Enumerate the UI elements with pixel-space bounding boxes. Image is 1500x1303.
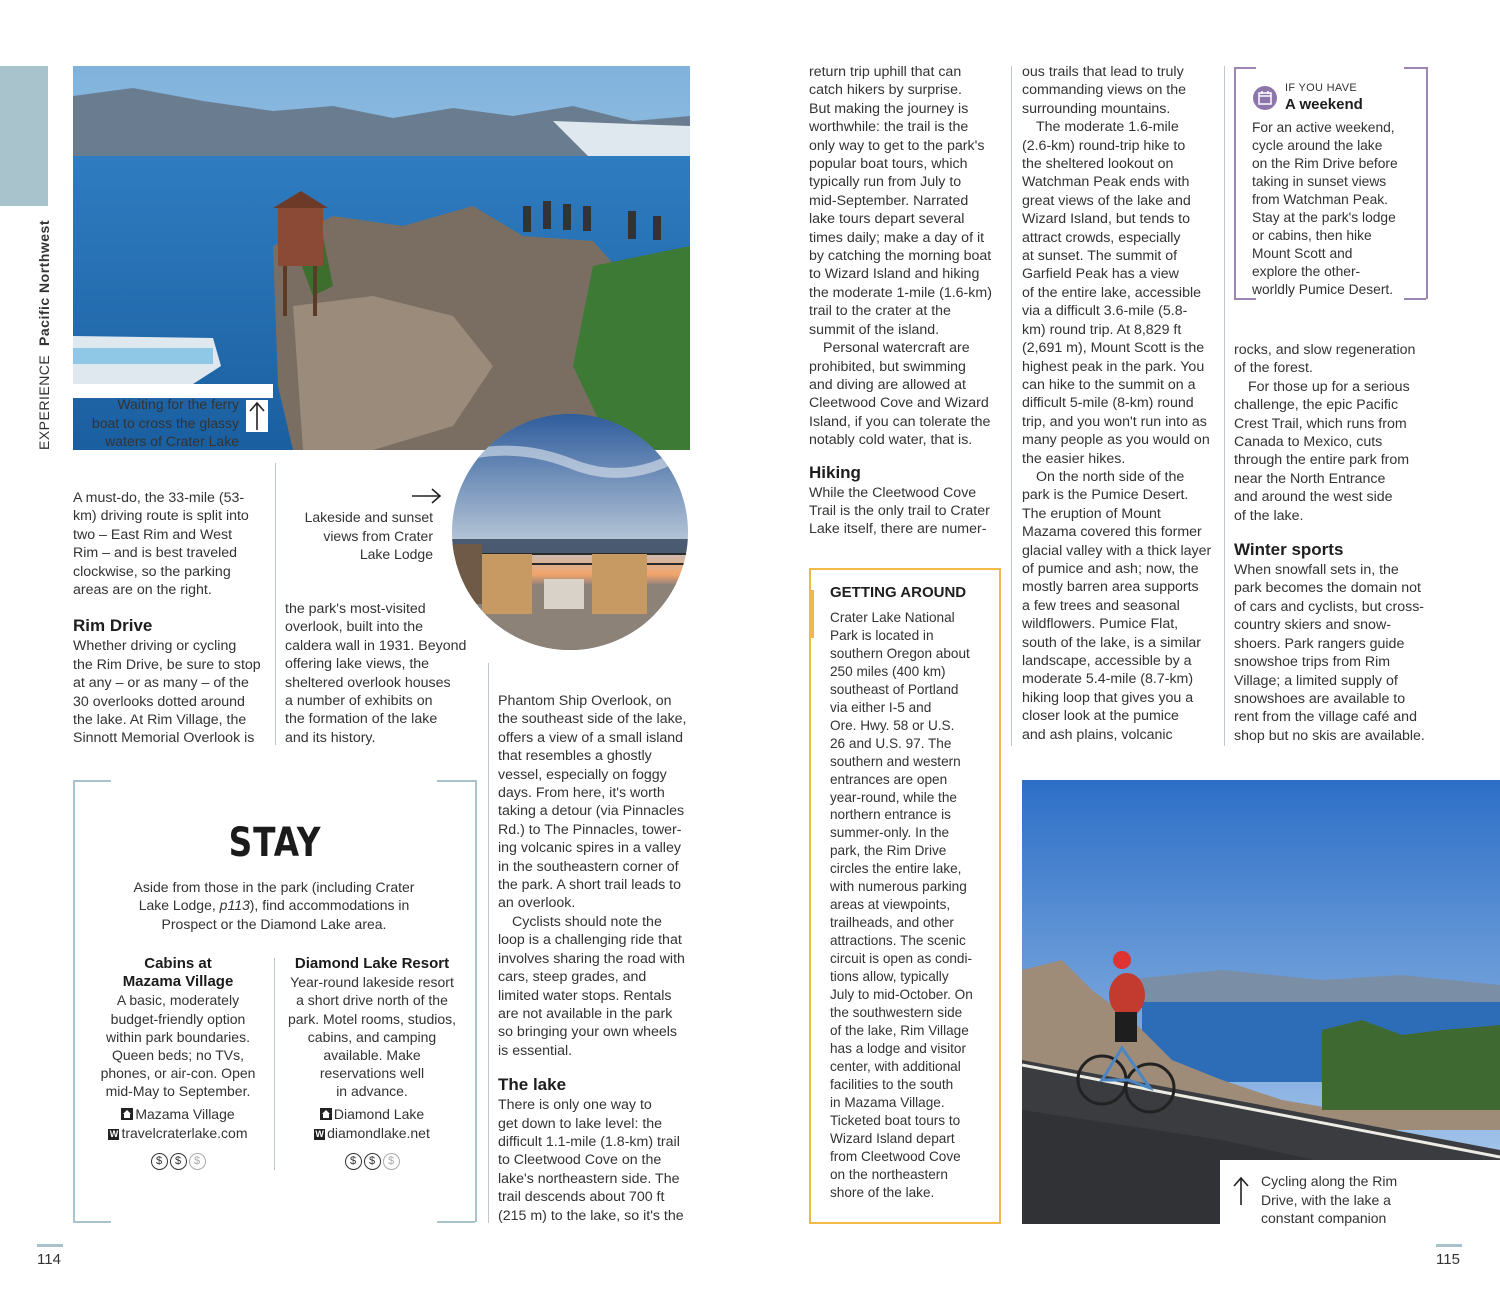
text-line: Village; a limited supply of <box>1234 672 1398 689</box>
calendar-icon <box>1252 85 1278 116</box>
text-line: attract crowds, especially <box>1022 229 1181 246</box>
text-line: the southeast side of the lake, <box>498 711 687 728</box>
text-line: and diving are allowed at <box>809 376 966 393</box>
caption-line: constant companion <box>1261 1210 1387 1226</box>
text-line: Ore. Hwy. 58 or U.S. <box>830 717 955 733</box>
text-line: a few trees and seasonal <box>1022 597 1180 614</box>
stay-intro-line <box>90 878 458 896</box>
text-line: glacial valley with a thick layer <box>1022 542 1212 559</box>
text-line: available. Make <box>323 1047 421 1064</box>
text-line: involves sharing the road with <box>498 950 685 967</box>
arrow-right-icon <box>410 486 442 511</box>
text-line: snowshoes are available to <box>1234 690 1406 707</box>
weekend-text <box>1252 119 1422 299</box>
text-line: southeast of Portland <box>830 681 959 697</box>
winter-sports-heading: Winter sports <box>1234 540 1344 560</box>
text-line: areas are on the right. <box>73 582 212 599</box>
text-line: shore of the lake. <box>830 1184 935 1200</box>
caption-line: Cycling along the Rim <box>1261 1173 1398 1189</box>
text-line: of pumice and ash; now, the <box>1022 560 1199 577</box>
text-line: 26 and U.S. 97. The <box>830 735 952 751</box>
listing-website[interactable] <box>282 1124 462 1142</box>
getting-around-title: GETTING AROUND <box>830 584 967 601</box>
text-line: 250 miles (400 km) <box>830 663 946 679</box>
text-line: only way to get to the park's <box>809 137 985 154</box>
text-line: circuit is open as condi- <box>830 951 973 967</box>
text-line: to Wizard Island and hiking <box>809 266 980 283</box>
text-line: of the forest. <box>1234 360 1313 377</box>
listing-name: Diamond Lake Resort <box>294 955 450 972</box>
text-line: Personal watercraft are <box>823 340 970 357</box>
text-line: summer-only. In the <box>830 825 950 841</box>
text-line: worthwhile: the trail is the <box>809 119 969 136</box>
text-line: in advance. <box>336 1083 408 1100</box>
text-line: the park's most-visited <box>285 601 426 617</box>
section-tab <box>0 66 48 206</box>
text-line: country skiers and snow- <box>1234 617 1391 634</box>
column-divider <box>1224 66 1225 746</box>
text-line: phones, or air-con. Open <box>100 1065 256 1082</box>
listing-name-line: Mazama Village <box>122 973 234 991</box>
text-line: taking a detour (via Pinnacles <box>498 803 685 820</box>
text-line: the easier hikes. <box>1022 450 1126 467</box>
text-line: the park. A short trail leads to <box>498 877 681 894</box>
text-line: entrances are open <box>830 771 948 787</box>
listing-website[interactable] <box>92 1124 264 1142</box>
text-line: on the Rim Drive before <box>1252 156 1398 171</box>
stay-intro-line <box>90 915 458 933</box>
text-line: south of the lake, is a similar <box>1022 634 1201 651</box>
text-line: areas at viewpoints, <box>830 897 951 913</box>
price-rating <box>92 1150 264 1170</box>
text-line: Wizard Island depart <box>830 1130 955 1146</box>
region-name: Pacific Northwest <box>36 219 52 346</box>
text-line: near the North Entrance <box>1234 470 1386 487</box>
text-line: the southwestern side <box>830 1004 963 1020</box>
text-line: Ticketed boat tours to <box>830 1112 961 1128</box>
price-icon: $ <box>364 1153 381 1170</box>
text-line: trip, and you won't run into as <box>1022 413 1207 430</box>
text-line: through the entire park from <box>1234 452 1410 469</box>
text-line: Canada to Mexico, cuts <box>1234 434 1383 451</box>
caption-line: Lakeside and sunset <box>304 509 433 525</box>
text: ), find accommodations in <box>249 897 410 914</box>
text-line: has a lodge and visitor <box>830 1040 967 1056</box>
text-line: Crater Lake National <box>830 610 955 625</box>
text-line: facilities to the south <box>830 1076 954 1092</box>
web-icon: W <box>315 1128 324 1139</box>
website-text[interactable]: travelcraterlake.com <box>121 1125 248 1142</box>
text-line: offering lake views, the <box>285 656 430 673</box>
text-line: great views of the lake and <box>1022 192 1191 209</box>
text-line: A basic, moderately <box>116 992 240 1009</box>
text-line: For those up for a serious <box>1248 378 1410 395</box>
text-line: typically run from July to <box>809 174 962 191</box>
price-icon: $ <box>170 1153 187 1170</box>
text-line: get down to lake level: the <box>498 1115 663 1132</box>
text-line: Whether driving or cycling <box>73 638 237 655</box>
text-line: budget-friendly option <box>110 1010 246 1027</box>
text-line: Sinnott Memorial Overlook is <box>73 730 255 747</box>
stay-intro <box>90 878 458 933</box>
text-line: Garfield Peak has a view <box>1022 266 1179 283</box>
text-line: Queen beds; no TVs, <box>111 1047 245 1064</box>
text-line: cabins, and camping <box>307 1028 437 1045</box>
text-line: mid-May to September. <box>105 1083 251 1100</box>
location-text: Diamond Lake <box>333 1105 425 1122</box>
text-line: Wizard Island, but tends to <box>1022 211 1190 228</box>
rim-drive-heading: Rim Drive <box>73 616 153 636</box>
text-line: trailheads, and other <box>830 915 954 931</box>
text-line: km) driving route is split into <box>73 508 249 525</box>
text-line: two – East Rim and West <box>73 526 233 543</box>
text-line: On the north side of the <box>1036 468 1185 485</box>
text-line: circles the entire lake, <box>830 861 962 877</box>
getting-around-accent <box>809 590 814 638</box>
page-number-right: 115 <box>1436 1251 1460 1268</box>
text-line: km) round trip. At 8,829 ft <box>1022 321 1182 338</box>
text-line: and ash plains, volcanic <box>1022 726 1173 743</box>
text-line: via either I-5 and <box>830 699 932 715</box>
text-line: an overlook. <box>498 895 576 912</box>
price-icon: $ <box>383 1153 400 1170</box>
text-line: moderate 5.4-mile (8.7-km) <box>1022 671 1194 688</box>
the-lake-heading: The lake <box>498 1075 567 1095</box>
column-5 <box>1022 63 1217 744</box>
text-line: ous trails that lead to truly <box>1022 64 1184 80</box>
text-line: trail descends about 700 ft <box>498 1189 665 1206</box>
text-line: offers a view of a small island <box>498 729 684 746</box>
listing-location <box>282 1105 462 1124</box>
stay-title: STAY <box>228 820 322 866</box>
text-line: mostly barren area supports <box>1022 579 1199 596</box>
text-line: a short drive north of the <box>296 992 448 1009</box>
text-line: the lake. At Rim Village, the <box>73 712 247 729</box>
column-divider <box>275 463 276 745</box>
page-number-bar <box>1436 1244 1462 1247</box>
page-reference-link[interactable]: p113 <box>219 897 250 914</box>
text-line: prohibited, but swimming <box>809 358 966 375</box>
home-icon <box>320 1106 332 1124</box>
text-line: commanding views on the <box>1022 82 1187 99</box>
text-line: ing volcanic spires in a valley <box>498 840 681 857</box>
weekend-title: A weekend <box>1285 96 1363 113</box>
text-line: via a difficult 3.6-mile (5.8- <box>1022 303 1188 320</box>
text-line: challenge, the epic Pacific <box>1234 397 1399 414</box>
text-line: vessel, especially on foggy <box>498 766 667 783</box>
text-line: of the entire lake, accessible <box>1022 284 1202 301</box>
getting-around-text <box>830 609 995 1201</box>
text-line: But making the journey is <box>809 100 969 117</box>
text-line: on the northeastern <box>830 1166 948 1182</box>
stay-corner <box>73 780 111 782</box>
text-line: mid-September. Narrated <box>809 192 969 209</box>
text-line: of cars and cyclists, but cross- <box>1234 598 1425 615</box>
text-line: catch hikers by surprise. <box>809 82 962 99</box>
lodge-caption <box>285 508 433 564</box>
hiking-heading: Hiking <box>809 462 861 482</box>
text-line: clockwise, so the parking <box>73 563 231 580</box>
text-line: sheltered overlook houses <box>285 674 451 691</box>
text-line: rent from the village café and <box>1234 709 1417 726</box>
text-line: reservations well <box>319 1065 425 1082</box>
text-line: year-round, while the <box>830 789 957 805</box>
text-line: can hike to the summit on a <box>1022 376 1196 393</box>
text-line: difficult 5-mile (8-km) round <box>1022 395 1194 412</box>
text-line: Crest Trail, which runs from <box>1234 415 1407 432</box>
text-line: caldera wall in 1931. Beyond <box>285 637 467 654</box>
text-line: Watchman Peak ends with <box>1022 174 1190 191</box>
text-line: Trail is the only trail to Crater <box>809 502 990 519</box>
text-line: in Mazama Village. <box>830 1094 945 1110</box>
text-line: park is the Pumice Desert. <box>1022 487 1189 504</box>
text-line: at sunset. The summit of <box>1022 248 1178 265</box>
stay-corner <box>437 780 475 782</box>
text-line: park, the Rim Drive <box>830 843 947 859</box>
text-line: the moderate 1-mile (1.6-km) <box>809 284 992 301</box>
text-line: or cabins, then hike <box>1252 228 1372 243</box>
text-line: southern and western <box>830 753 961 769</box>
listing-cabins <box>92 955 264 1170</box>
text-line: from Cleetwood Cove <box>830 1148 961 1164</box>
text-line: (2,691 m), Mount Scott is the <box>1022 340 1205 357</box>
column-6 <box>1234 341 1434 745</box>
lodge-photo <box>452 414 688 650</box>
text-line: The moderate 1.6-mile <box>1036 119 1179 136</box>
stay-corner <box>73 1221 111 1223</box>
text-line: by catching the morning boat <box>809 248 992 265</box>
column-3 <box>498 692 693 1225</box>
text-line: that resembles a ghostly <box>498 748 652 765</box>
text-line: wildflowers. Pumice Flat, <box>1022 616 1179 633</box>
cycling-caption <box>1261 1172 1421 1228</box>
section-label <box>36 220 52 450</box>
text-line: from Watchman Peak. <box>1252 192 1388 207</box>
text-line: days. From here, it's worth <box>498 785 665 802</box>
text-line: worldly Pumice Desert. <box>1252 282 1394 297</box>
weekend-kicker: IF YOU HAVE <box>1285 82 1357 94</box>
text-line: shoers. Park rangers guide <box>1234 635 1405 652</box>
text-line: and its history. <box>285 729 376 746</box>
text-line: There is only one way to <box>498 1097 652 1114</box>
text-line: Year-round lakeside resort <box>290 974 454 991</box>
text-line: so bringing your own wheels <box>498 1024 678 1041</box>
text-line: cycle around the lake <box>1252 138 1383 153</box>
text-line: A must-do, the 33-mile (53- <box>73 490 245 506</box>
text-line: Cyclists should note the <box>512 913 662 930</box>
caption-line: Drive, with the lake a <box>1261 1191 1391 1208</box>
text-line: Lake itself, there are numer- <box>809 521 987 538</box>
page-number-bar <box>37 1244 63 1247</box>
text-line: popular boat tours, which <box>809 156 968 173</box>
ferry-caption-overlay <box>73 395 239 451</box>
caption-line: boat to cross the glassy <box>91 414 239 431</box>
text-line: taking in sunset views <box>1252 174 1387 189</box>
text-line: Cleetwood Cove and Wizard <box>809 395 989 412</box>
text-line: Rim – and is best traveled <box>73 545 238 562</box>
text-line: For an active weekend, <box>1252 120 1395 135</box>
column-divider <box>1011 66 1012 746</box>
text-line: and around the west side <box>1234 489 1393 506</box>
text-line: Mazama covered this former <box>1022 524 1202 541</box>
text-line: The eruption of Mount <box>1022 505 1161 522</box>
section-name: EXPERIENCE <box>36 354 52 450</box>
cycling-photo <box>1022 780 1500 1224</box>
text-line: is essential. <box>498 1042 573 1059</box>
text-line: Island, if you can tolerate the <box>809 413 991 430</box>
text-line: the sheltered lookout on <box>1022 156 1174 173</box>
text-line: (215 m) to the lake, so it's the <box>498 1207 684 1224</box>
text-line: (2.6-km) round-trip hike to <box>1022 137 1186 154</box>
weekend-corner <box>1234 67 1256 69</box>
text-line: cars, steep grades, and <box>498 969 647 986</box>
text-line: limited water stops. Rentals <box>498 987 672 1004</box>
price-icon: $ <box>345 1153 362 1170</box>
column-2 <box>285 600 480 747</box>
text: Lake Lodge, <box>138 897 220 914</box>
text-line: in the southeastern corner of <box>498 858 679 875</box>
text-line: landscape, accessible by a <box>1022 653 1192 669</box>
website-text[interactable]: diamondlake.net <box>327 1125 430 1142</box>
text-line: difficult 1.1-mile (1.8-km) trail <box>498 1133 680 1150</box>
text-line: center, with additional <box>830 1058 961 1074</box>
text-line: within park boundaries. <box>106 1028 250 1045</box>
text-line: Phantom Ship Overlook, on <box>498 693 672 709</box>
column-4 <box>809 63 1004 539</box>
text-line: northern entrance is <box>830 807 951 823</box>
stay-intro-line <box>90 896 458 914</box>
text-line: July to mid-October. On <box>830 987 973 1003</box>
text-line: While the Cleetwood Cove <box>809 484 977 501</box>
text-line: Stay at the park's lodge <box>1252 210 1396 225</box>
price-icon: $ <box>151 1153 168 1170</box>
text-line: park. Motel rooms, studios, <box>287 1010 457 1027</box>
listing-location <box>92 1105 264 1124</box>
text-line: lake's northeastern side. The <box>498 1170 680 1187</box>
text-line: times daily; make a day of it <box>809 229 985 246</box>
text-line: Rd.) to The Pinnacles, tower- <box>498 821 682 838</box>
home-icon <box>121 1106 133 1124</box>
text-line: the formation of the lake <box>285 711 438 728</box>
text-line: return trip uphill that can <box>809 64 962 80</box>
text-line: loop is a challenging ride that <box>498 932 682 949</box>
text-line: overlook, built into the <box>285 619 424 636</box>
text-line: highest peak in the park. You <box>1022 358 1205 375</box>
text-line: many people as you would on <box>1022 432 1210 449</box>
text-line: hiking loop that gives you a <box>1022 689 1194 706</box>
text-line: park becomes the domain not <box>1234 580 1421 597</box>
location-text: Mazama Village <box>135 1105 235 1122</box>
text-line: the Rim Drive, be sure to stop <box>73 656 261 673</box>
listing-diamond-lake <box>282 955 462 1170</box>
arrow-up-icon <box>1230 1175 1252 1212</box>
text-line: explore the other- <box>1252 264 1361 279</box>
column-divider <box>488 663 489 1223</box>
text-line: closer look at the pumice <box>1022 708 1179 725</box>
text-line: Mount Scott and <box>1252 246 1353 261</box>
arrow-up-icon <box>246 400 268 432</box>
stay-divider <box>274 958 275 1170</box>
text-line: trail to the crater at the <box>809 303 951 320</box>
text-line: southern Oregon about <box>830 645 970 661</box>
text-line: summit of the island. <box>809 321 940 338</box>
text-line: of the lake, Rim Village <box>830 1022 969 1038</box>
text-line: attractions. The scenic <box>830 933 966 949</box>
caption-line: waters of Crater Lake <box>105 433 239 449</box>
text: Prospect or the Diamond Lake area. <box>161 915 387 932</box>
text-line: Park is located in <box>830 627 934 643</box>
listing-name-line: Cabins at <box>144 955 212 972</box>
text-line: to Cleetwood Cove on the <box>498 1152 662 1169</box>
text-line: are not available in the park <box>498 1005 673 1022</box>
price-icon: $ <box>189 1153 206 1170</box>
listing-name <box>92 955 264 991</box>
text-line: rocks, and slow regeneration <box>1234 342 1416 358</box>
text-line: surrounding mountains. <box>1022 100 1171 117</box>
text-line: a number of exhibits on <box>285 693 433 710</box>
price-rating <box>282 1150 462 1170</box>
stay-corner <box>437 1221 475 1223</box>
weekend-corner <box>1404 67 1426 69</box>
text: Aside from those in the park (including Crater <box>133 879 415 895</box>
text-line: tions allow, typically <box>830 969 949 985</box>
caption-line: views from Crater <box>323 527 433 544</box>
text-line: shop but no skis are available. <box>1234 727 1425 744</box>
caption-line: Lake Lodge <box>359 546 433 562</box>
page-number-left: 114 <box>37 1251 61 1268</box>
web-icon: W <box>109 1128 119 1139</box>
text-line: with numerous parking <box>830 879 967 895</box>
text-line: notably cold water, that is. <box>809 432 973 449</box>
text-line: at any – or as many – of the <box>73 675 249 692</box>
text-line: lake tours depart several <box>809 211 965 228</box>
column-1 <box>73 489 268 748</box>
caption-line: Waiting for the ferry <box>117 396 239 412</box>
text-line: When snowfall sets in, the <box>1234 562 1399 579</box>
text-line: 30 overlooks dotted around <box>73 693 245 710</box>
text-line: snowshoe trips from Rim <box>1234 654 1391 671</box>
text-line: of the lake. <box>1234 507 1304 524</box>
